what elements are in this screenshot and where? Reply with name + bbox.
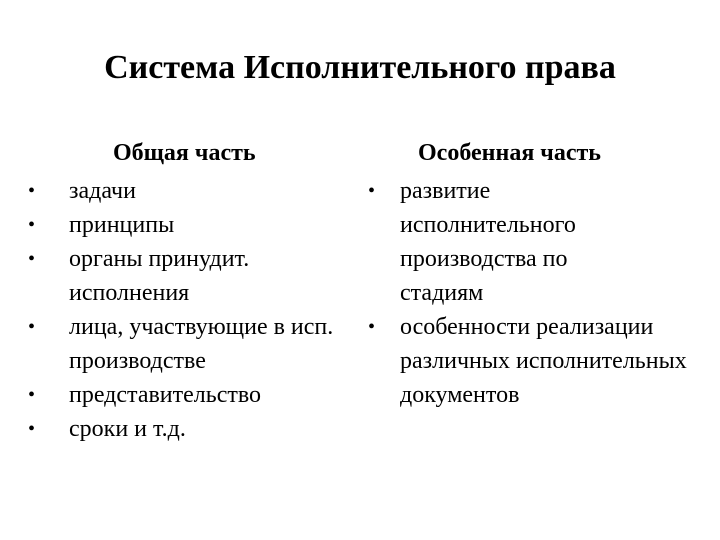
special-part-heading: Особенная часть (418, 140, 601, 166)
list-item (362, 310, 710, 412)
list-item-text: принципы (69, 212, 175, 238)
list-item-text: органы принудит. исполнения (69, 246, 250, 306)
bullet-icon: • (28, 214, 36, 236)
list-item-text: развитие исполнительного производства по стадиям (400, 178, 576, 306)
bullet-icon: • (368, 180, 376, 202)
general-part-column (22, 136, 342, 446)
list-item-text: задачи (69, 178, 136, 204)
list-item (362, 174, 610, 310)
bullet-icon: • (28, 180, 36, 202)
list-item-text: особенности реализации различных исполнительных документов (400, 314, 687, 408)
bullet-icon: • (28, 316, 36, 338)
list-item-text: представительство (69, 382, 262, 408)
special-part-list (362, 174, 712, 412)
list-item-text: лица, участвующие в исп. производстве (69, 314, 334, 374)
list-item (22, 242, 309, 310)
general-part-list (22, 174, 342, 446)
list-item (22, 378, 342, 412)
list-item (22, 310, 369, 378)
bullet-icon: • (28, 248, 36, 270)
list-item (22, 174, 342, 208)
slide-title: Система Исполнительного права (104, 49, 616, 86)
list-item (22, 208, 342, 242)
special-part-column (362, 136, 712, 412)
list-item-text: сроки и т.д. (69, 416, 186, 442)
bullet-icon: • (28, 418, 36, 440)
list-item (22, 412, 342, 446)
bullet-icon: • (28, 384, 36, 406)
bullet-icon: • (368, 316, 376, 338)
general-part-heading: Общая часть (113, 140, 256, 166)
